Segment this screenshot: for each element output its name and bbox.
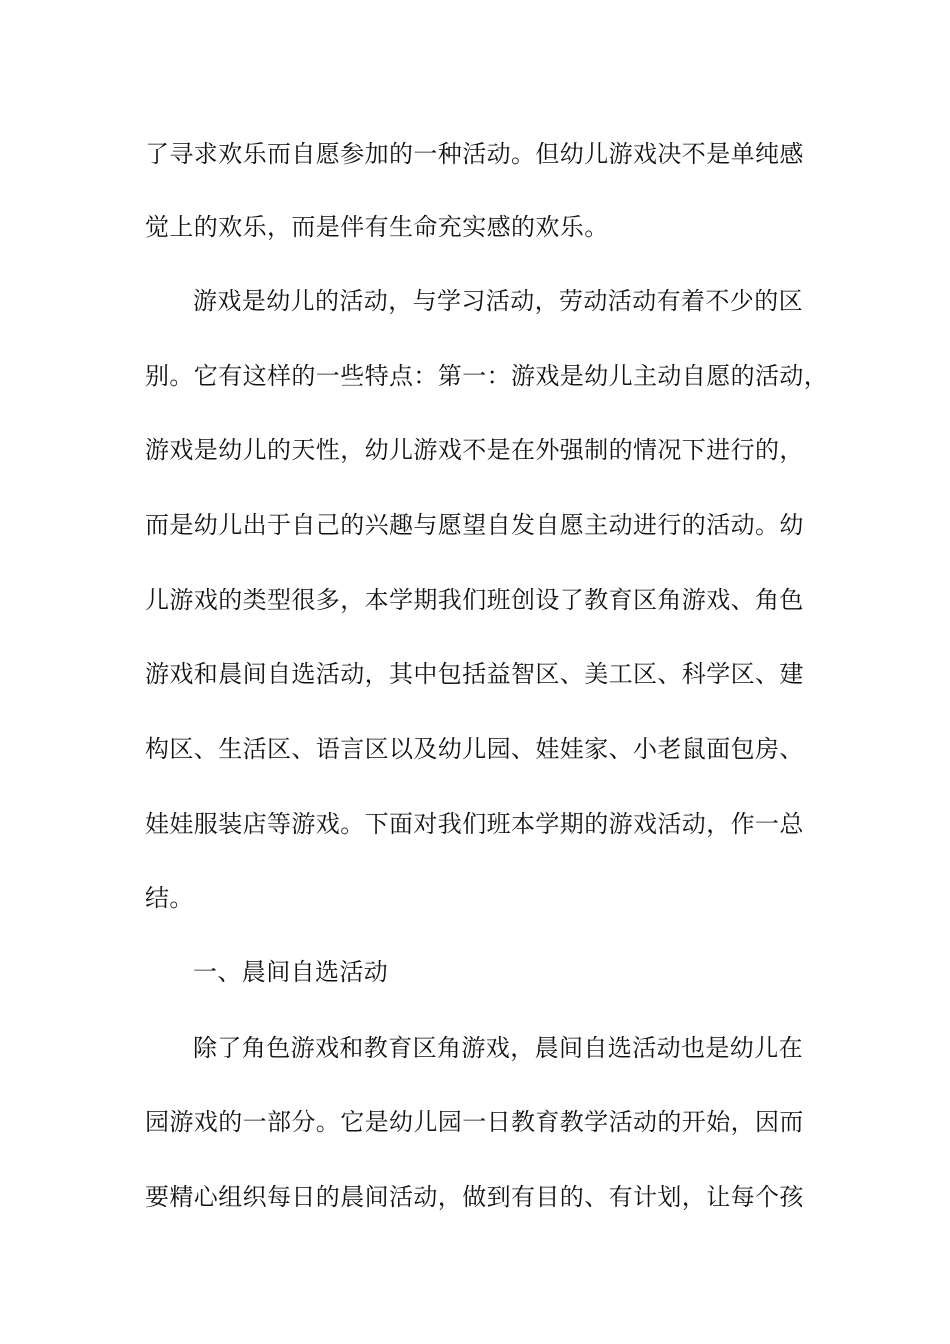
paragraph-2-line-2: 别。它有这样的一些特点：第一：游戏是幼儿主动自愿的活动， bbox=[145, 362, 829, 390]
paragraph-2-line-5: 儿游戏的类型很多，本学期我们班创设了教育区角游戏、角色 bbox=[145, 586, 804, 614]
paragraph-2-line-9: 结。 bbox=[145, 884, 194, 912]
paragraph-2-line-6: 游戏和晨间自选活动，其中包括益智区、美工区、科学区、建 bbox=[145, 660, 804, 688]
paragraph-3-line-2: 园游戏的一部分。它是幼儿园一日教育教学活动的开始，因而 bbox=[145, 1108, 804, 1136]
paragraph-2-line-7: 构区、生活区、语言区以及幼儿园、娃娃家、小老鼠面包房、 bbox=[145, 735, 804, 763]
paragraph-1-line-1: 了寻求欢乐而自愿参加的一种活动。但幼儿游戏决不是单纯感 bbox=[145, 140, 804, 168]
paragraph-1-line-2: 觉上的欢乐，而是伴有生命充实感的欢乐。 bbox=[145, 213, 609, 241]
paragraph-3-line-1: 除了角色游戏和教育区角游戏，晨间自选活动也是幼儿在 bbox=[193, 1034, 803, 1062]
paragraph-2-line-4: 而是幼儿出于自己的兴趣与愿望自发自愿主动进行的活动。幼 bbox=[145, 511, 804, 539]
paragraph-3-line-3: 要精心组织每日的晨间活动，做到有目的、有计划，让每个孩 bbox=[145, 1183, 804, 1211]
paragraph-2-line-1: 游戏是幼儿的活动，与学习活动，劳动活动有着不少的区 bbox=[193, 287, 803, 315]
section-heading: 一、晨间自选活动 bbox=[193, 958, 389, 986]
paragraph-2-line-3: 游戏是幼儿的天性，幼儿游戏不是在外强制的情况下进行的， bbox=[145, 436, 804, 464]
paragraph-2-line-8: 娃娃服装店等游戏。下面对我们班本学期的游戏活动，作一总 bbox=[145, 810, 804, 838]
